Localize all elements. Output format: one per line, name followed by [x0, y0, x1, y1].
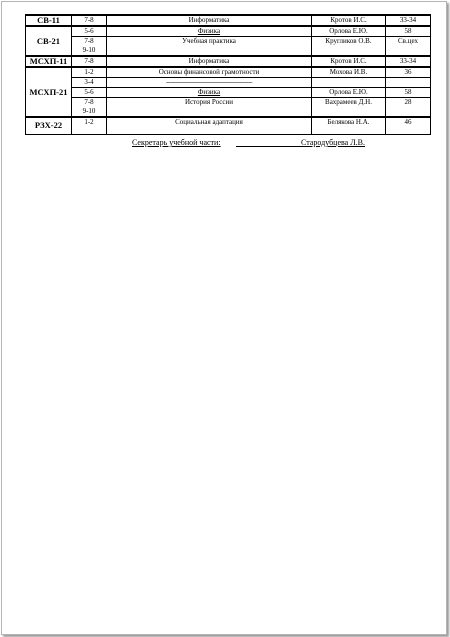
teacher-cell: Кротов И.С.: [312, 56, 386, 67]
lesson-cell: 3-4: [72, 78, 107, 88]
table-row: [26, 56, 431, 67]
group-cell: МСХП-11: [26, 56, 72, 67]
table-row: [26, 67, 431, 78]
lesson-cell: 7-8: [72, 15, 107, 26]
teacher-cell: Белякова Н.А.: [312, 117, 386, 134]
teacher-cell: Орлова Е.Ю.: [312, 26, 386, 37]
subject-cell: Физика: [107, 88, 312, 98]
teacher-cell: Вахрамеев Д.Н.: [312, 98, 386, 118]
lesson-cell: 1-2: [72, 67, 107, 78]
room-cell: 33-34: [386, 15, 431, 26]
group-cell: СВ-21: [26, 26, 72, 56]
teacher-cell: Кротов И.С.: [312, 15, 386, 26]
signature-blank: [236, 146, 301, 147]
room-cell: 33-34: [386, 56, 431, 67]
group-cell: МСХП-21: [26, 67, 72, 117]
lesson-cell: [72, 98, 107, 118]
subject-cell: Информатика: [107, 56, 312, 67]
subject-cell: Основы финансовой грамотности: [107, 67, 312, 78]
lesson-multi: 7-8 9-10: [82, 98, 96, 115]
teacher-cell: Орлова Е.Ю.: [312, 88, 386, 98]
subject-cell: Физика: [107, 26, 312, 37]
lesson-cell: 5-6: [72, 88, 107, 98]
subject-cell: Учебная практика: [107, 37, 312, 57]
table-row: [26, 26, 431, 37]
secretary-label: Секретарь учебной части:: [132, 138, 221, 147]
room-cell: 36: [386, 67, 431, 78]
room-cell: Св.цех: [386, 37, 431, 57]
room-cell: [386, 78, 431, 88]
room-cell: 58: [386, 26, 431, 37]
room-cell: 46: [386, 117, 431, 134]
table-row: [26, 37, 431, 57]
schedule-table: [25, 14, 431, 135]
teacher-cell: Мохова И.В.: [312, 67, 386, 78]
table-row: [26, 78, 431, 88]
subject-cell: Социальная адаптация: [107, 117, 312, 134]
secretary-name: Стародубцева Л.В.: [301, 138, 365, 147]
teacher-cell: [312, 78, 386, 88]
subject-cell: История России: [107, 98, 312, 118]
lesson-cell: 7-8: [72, 56, 107, 67]
room-cell: 58: [386, 88, 431, 98]
group-cell: РЗХ-22: [26, 117, 72, 134]
table-row: [26, 88, 431, 98]
subject-cell: -----------------------------------------------: [107, 78, 312, 88]
table-row: [26, 15, 431, 26]
teacher-cell: Кругликов О.В.: [312, 37, 386, 57]
group-cell: СВ-11: [26, 15, 72, 26]
table-row: [26, 117, 431, 134]
room-cell: 28: [386, 98, 431, 118]
lesson-cell: [72, 37, 107, 57]
subject-cell: Информатика: [107, 15, 312, 26]
lesson-multi: 7-8 9-10: [82, 37, 96, 54]
table-row: [26, 98, 431, 118]
lesson-cell: 1-2: [72, 117, 107, 134]
document-page: [1, 1, 447, 635]
lesson-cell: 5-6: [72, 26, 107, 37]
